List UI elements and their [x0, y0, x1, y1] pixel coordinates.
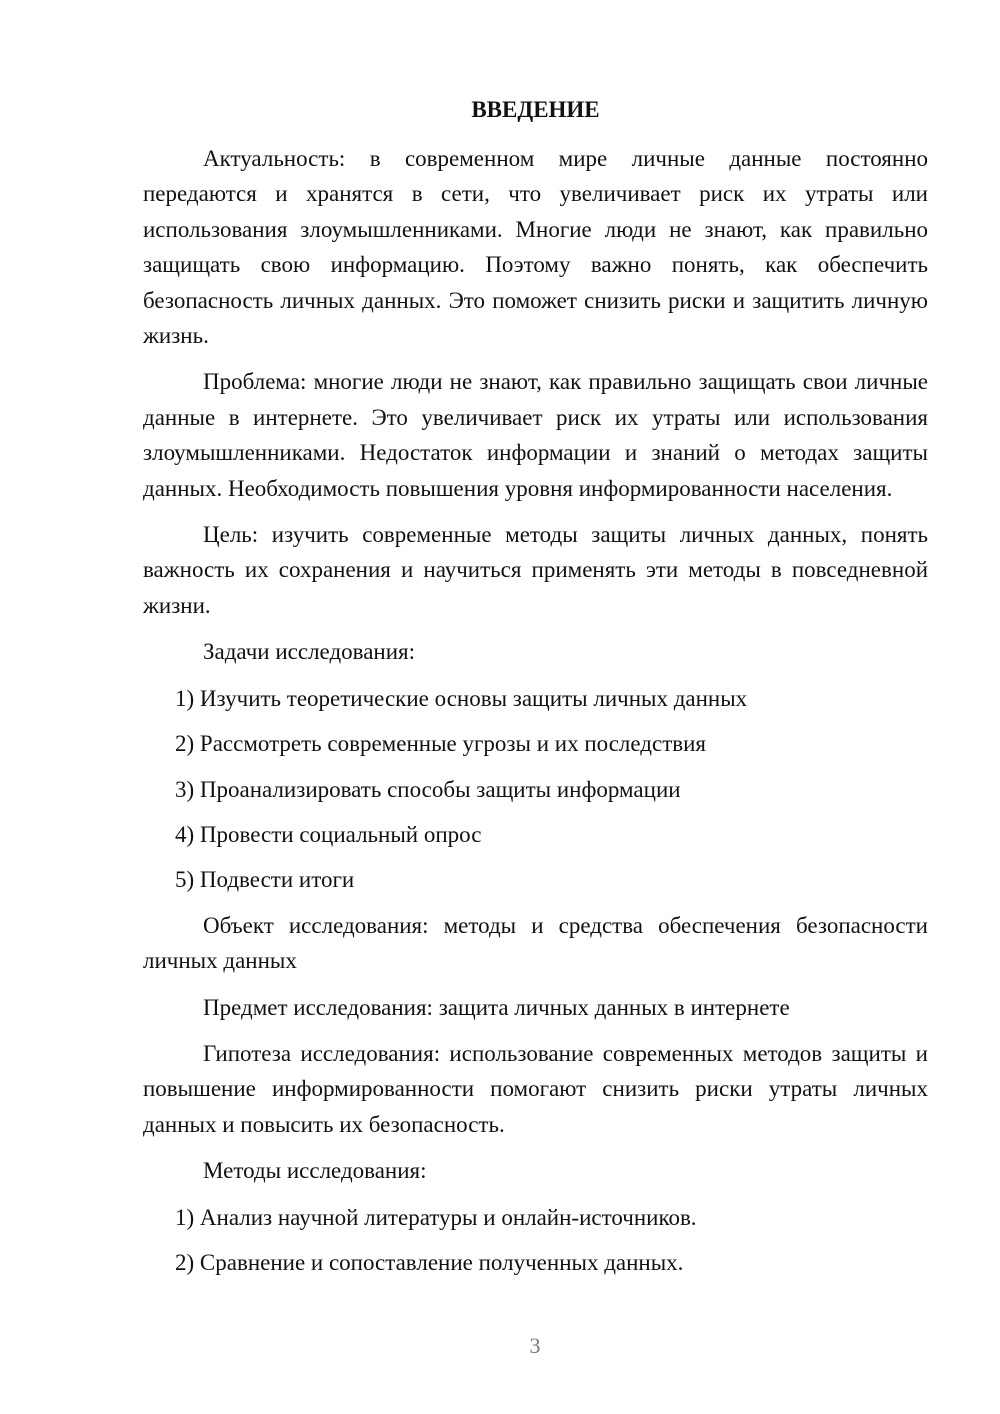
list-item: 5) Подвести итоги [175, 867, 355, 893]
paragraph-goal: Цель: изучить современные методы защиты личных данных, понять важность их сохранения и научиться применять эти методы в повседневной жизни. [143, 522, 928, 618]
paragraph-relevance: Актуальность: в современном мире личные данные постоянно передаются и хранятся в сети, что увеличивает риск их утраты или использования злоумышленниками. Многие люди не знают, как правильно защищать свою информацию. Поэтому важно понять, как обеспечить безопасность личных данных. Это поможет снизить риски и защитить личную жизнь. [143, 146, 928, 349]
paragraph-problem: Проблема: многие люди не знают, как правильно защищать свои личные данные в интернете. Это увеличивает риск их утраты или использования злоумышленниками. Недостаток информации и знаний о методах защиты данных. Необходимость повышения уровня информированности населения. [143, 369, 928, 501]
methods-heading: Методы исследования: [203, 1158, 427, 1184]
list-item: 2) Сравнение и сопоставление полученных данных. [175, 1249, 684, 1275]
tasks-heading: Задачи исследования: [203, 639, 416, 665]
list-item: 1) Изучить теоретические основы защиты личных данных [175, 685, 748, 711]
page-content [143, 92, 928, 1290]
list-item: 2) Рассмотреть современные угрозы и их последствия [175, 731, 706, 757]
page-number: 3 [529, 1333, 541, 1358]
list-item: 3) Проанализировать способы защиты информации [175, 776, 681, 802]
paragraph-hypothesis: Гипотеза исследования: использование современных методов защиты и повышение информированности помогают снизить риски утраты личных данных и повысить их безопасность. [143, 1040, 928, 1137]
paragraph-object: Объект исследования: методы и средства обеспечения безопасности личных данных [143, 912, 928, 974]
paragraph-subject: Предмет исследования: защита личных данных в интернете [203, 994, 790, 1020]
list-item: 4) Провести социальный опрос [175, 821, 482, 847]
list-item: 1) Анализ научной литературы и онлайн-источников. [175, 1204, 697, 1230]
page-title: ВВЕДЕНИЕ [471, 97, 600, 122]
